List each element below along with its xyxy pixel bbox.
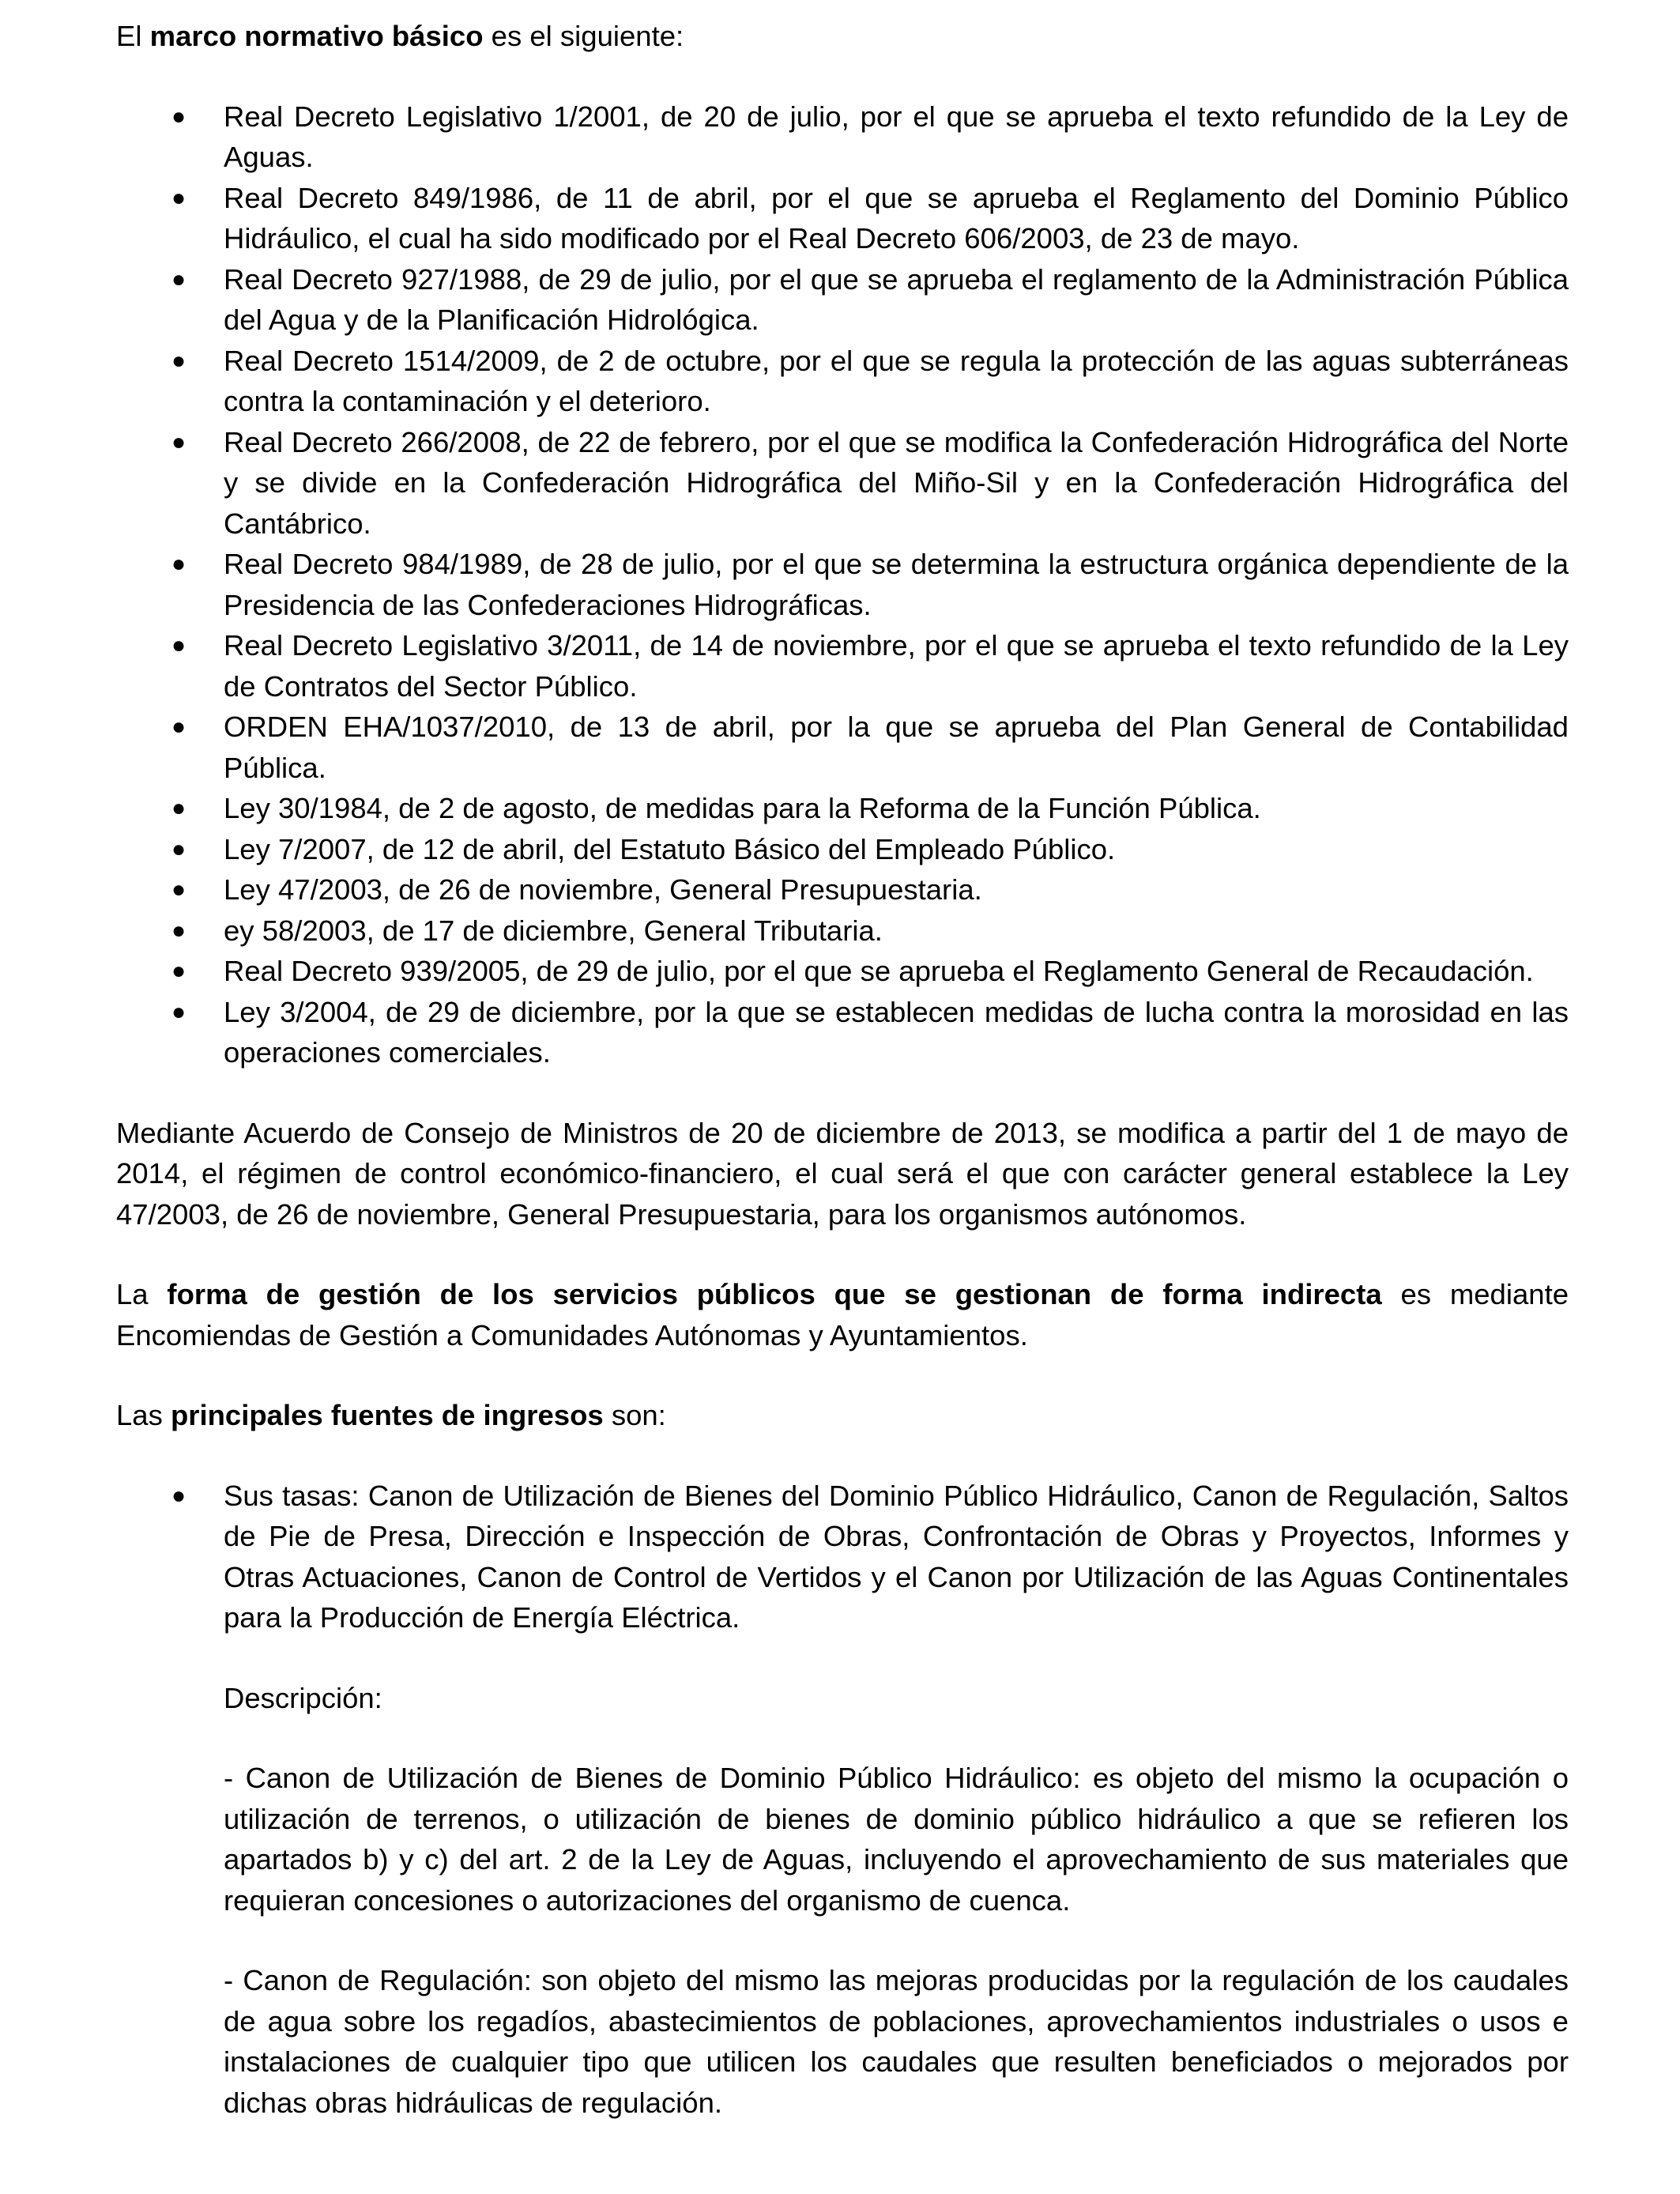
list-item: ● Ley 30/1984, de 2 de agosto, de medidas para la Reforma de la Función Pública. xyxy=(116,788,1569,829)
bullet-icon: ● xyxy=(171,103,186,130)
intro-paragraph xyxy=(116,16,1569,57)
gestion-text-post: es mediante Encomiendas de Gestión a Comunidades Autónomas y Ayuntamientos. xyxy=(116,1278,1569,1351)
canon-utilizacion-paragraph: - Canon de Utilización de Bienes de Dominio Público Hidráulico: es objeto del mismo la ocupación o utilización de terrenos, o utilización de bienes de dominio público hidráulico a que se refieren los apartados b) y c) del art. 2 de la Ley de Aguas, incluyendo el aprovechamiento de sus materiales que requieran concesiones o autorizaciones del organismo de cuenca. xyxy=(224,1762,1569,1917)
bullet-icon: ● xyxy=(171,551,186,577)
intro-text-post: es el siguiente: xyxy=(483,20,684,52)
gestion-paragraph xyxy=(116,1274,1569,1355)
bullet-icon: ● xyxy=(171,1482,186,1509)
bullet-icon: ● xyxy=(171,795,186,821)
canon-regulacion-paragraph: - Canon de Regulación: son objeto del mismo las mejoras producidas por la regulación de los caudales de agua sobre los regadíos, abastecimientos de poblaciones, aprovechamientos industriales o usos e instalaciones de cualquier tipo que utilicen los caudales que resulten beneficiados o mejorados por dichas obras hidráulicas de regulación. xyxy=(224,1964,1569,2119)
bullet-icon: ● xyxy=(171,347,186,374)
bullet-icon: ● xyxy=(171,632,186,658)
list-item: ● Sus tasas: Canon de Utilización de Bienes del Dominio Público Hidráulico, Canon de Regulación, Saltos de Pie de Presa, Dirección e Inspección de Obras, Confrontación de Obras y Proyectos, Informes y Otras Actuaciones, Canon de Control de Vertidos y el Canon por Utilización de las Aguas Continentales para la Producción de Energía Eléctrica. xyxy=(116,1476,1569,1638)
ingresos-text-bold: principales fuentes de ingresos xyxy=(171,1399,604,1431)
bullet-icon: ● xyxy=(171,835,186,862)
gestion-text-bold: forma de gestión de los servicios públicos que se gestionan de forma indirecta xyxy=(167,1278,1382,1310)
list-item: ● Ley 47/2003, de 26 de noviembre, General Presupuestaria. xyxy=(116,869,1569,910)
list-item: ● Real Decreto Legislativo 1/2001, de 20 de julio, por el que se aprueba el texto refundido de la Ley de Aguas. xyxy=(116,96,1569,178)
bullet-icon: ● xyxy=(171,714,186,740)
list-item: ● Real Decreto Legislativo 3/2011, de 14 de noviembre, por el que se aprueba el texto refundido de la Ley de Contratos del Sector Público. xyxy=(116,625,1569,707)
bullet-icon: ● xyxy=(171,998,186,1025)
document-page xyxy=(116,16,1569,2123)
list-item: ● ORDEN EHA/1037/2010, de 13 de abril, por la que se aprueba del Plan General de Contabilidad Pública. xyxy=(116,707,1569,788)
list-item: ● Real Decreto 1514/2009, de 2 de octubre, por el que se regula la protección de las aguas subterráneas contra la contaminación y el deterioro. xyxy=(116,341,1569,422)
marco-normativo-list xyxy=(116,96,1569,1073)
acuerdo-paragraph: Mediante Acuerdo de Consejo de Ministros de 20 de diciembre de 2013, se modifica a partir del 1 de mayo de 2014, el régimen de control económico-financiero, el cual será el que con carácter general establece la Ley 47/2003, de 26 de noviembre, General Presupuestaria, para los organismos autónomos. xyxy=(116,1116,1569,1231)
bullet-icon: ● xyxy=(171,428,186,455)
list-item: ● ey 58/2003, de 17 de diciembre, General Tributaria. xyxy=(116,910,1569,952)
ingresos-text-pre: Las xyxy=(116,1399,171,1431)
gestion-text-pre: La xyxy=(116,1278,168,1310)
ingresos-text-post: son: xyxy=(603,1399,666,1431)
list-item: ● Real Decreto 984/1989, de 28 de julio, por el que se determina la estructura orgánica dependiente de la Presidencia de las Confederaciones Hidrográficas. xyxy=(116,544,1569,625)
descripcion-label: Descripción: xyxy=(224,1681,382,1714)
ingresos-paragraph xyxy=(116,1395,1569,1436)
list-item: ● Real Decreto 927/1988, de 29 de julio, por el que se aprueba el reglamento de la Administración Pública del Agua y de la Planificación Hidrológica. xyxy=(116,259,1569,341)
list-item: ● Real Decreto 939/2005, de 29 de julio, por el que se aprueba el Reglamento General de Recaudación. xyxy=(116,951,1569,992)
list-item: ● Real Decreto 266/2008, de 22 de febrero, por el que se modifica la Confederación Hidrográfica del Norte y se divide en la Confederación Hidrográfica del Miño-Sil y en la Confederación Hidrográfica del Cantábrico. xyxy=(116,422,1569,545)
intro-text-pre: El xyxy=(116,20,150,52)
bullet-icon: ● xyxy=(171,876,186,903)
list-item: ● Ley 3/2004, de 29 de diciembre, por la que se establecen medidas de lucha contra la morosidad en las operaciones comerciales. xyxy=(116,992,1569,1073)
bullet-icon: ● xyxy=(171,184,186,211)
bullet-icon: ● xyxy=(171,958,186,984)
ingresos-list xyxy=(116,1476,1569,1638)
list-item: ● Real Decreto 849/1986, de 11 de abril, por el que se aprueba el Reglamento del Dominio Público Hidráulico, el cual ha sido modificado por el Real Decreto 606/2003, de 23 de mayo. xyxy=(116,178,1569,259)
intro-text-bold: marco normativo básico xyxy=(149,20,484,52)
bullet-icon: ● xyxy=(171,266,186,292)
list-item: ● Ley 7/2007, de 12 de abril, del Estatuto Básico del Empleado Público. xyxy=(116,829,1569,870)
bullet-icon: ● xyxy=(171,917,186,944)
